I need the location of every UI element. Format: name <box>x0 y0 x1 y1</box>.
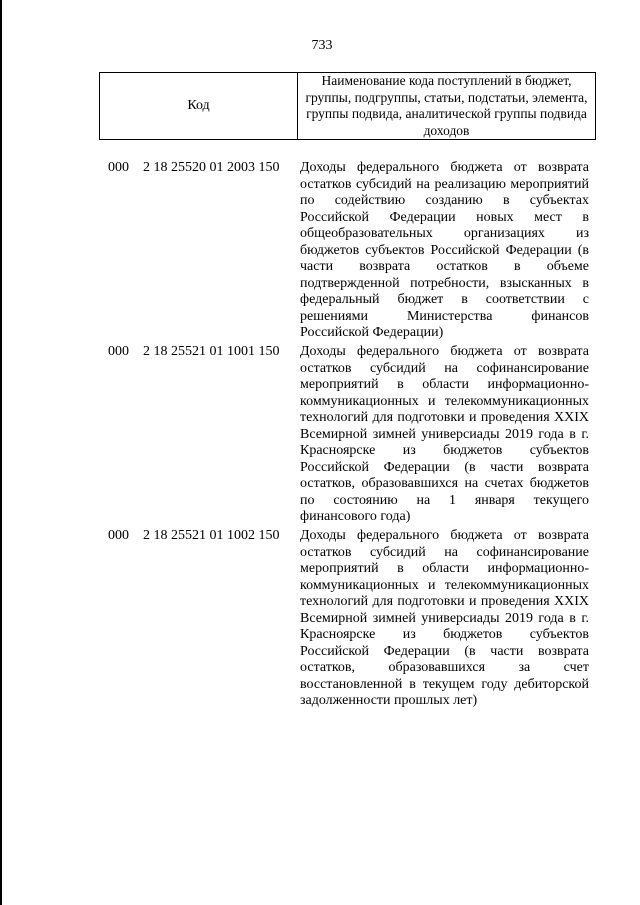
header-name-cell: Наименование кода поступлений в бюджет, группы, подгруппы, статьи, подстатьи, элемента, группы подвида, аналитической группы подвида доходов <box>305 73 588 138</box>
entry-description: Доходы федерального бюджета от возврата остатков субсидий на софинансирование мероприятий в области информационно-коммуникационных и телекоммуникационных технологий для подготовки и проведения XXIX Всемирной зимней универсиады 2019 года в г. Красноярске из бюджетов субъектов Российской Федерации (в части возврата остатков, образовавшихся на счетах бюджетов по состоянию на 1 января текущего финансового года) <box>300 344 589 524</box>
table-header <box>99 72 596 140</box>
entry-budget-code: 2 18 25521 01 1001 150 <box>143 344 280 359</box>
entry-description: Доходы федерального бюджета от возврата остатков субсидий на реализацию мероприятий по содействию созданию в субъектах Российской Федерации новых мест в общеобразовательных организациях из бюджетов субъектов Российской Федерации (в части возврата остатков в объеме подтвержденной потребности, взысканных в федеральный бюджет в соответствии с решениями Министерства финансов Российской Федерации) <box>300 160 589 340</box>
entry-admin-code: 000 <box>108 528 129 543</box>
header-code-cell: Код <box>100 73 298 139</box>
entry-admin-code: 000 <box>108 160 129 175</box>
entry-budget-code: 2 18 25521 01 1002 150 <box>143 528 280 543</box>
page-number: 733 <box>311 38 333 53</box>
entry-admin-code: 000 <box>108 344 129 359</box>
entry-description: Доходы федерального бюджета от возврата остатков субсидий на софинансирование мероприятий в области информационно-коммуникационных и телекоммуникационных технологий для подготовки и проведения XXIX Всемирной зимней универсиады 2019 года в г. Красноярске из бюджетов субъектов Российской Федерации (в части возврата остатков, образовавшихся за счет восстановленной в текущем году дебиторской задолженности прошлых лет) <box>300 528 589 708</box>
entry-budget-code: 2 18 25520 01 2003 150 <box>143 160 280 175</box>
